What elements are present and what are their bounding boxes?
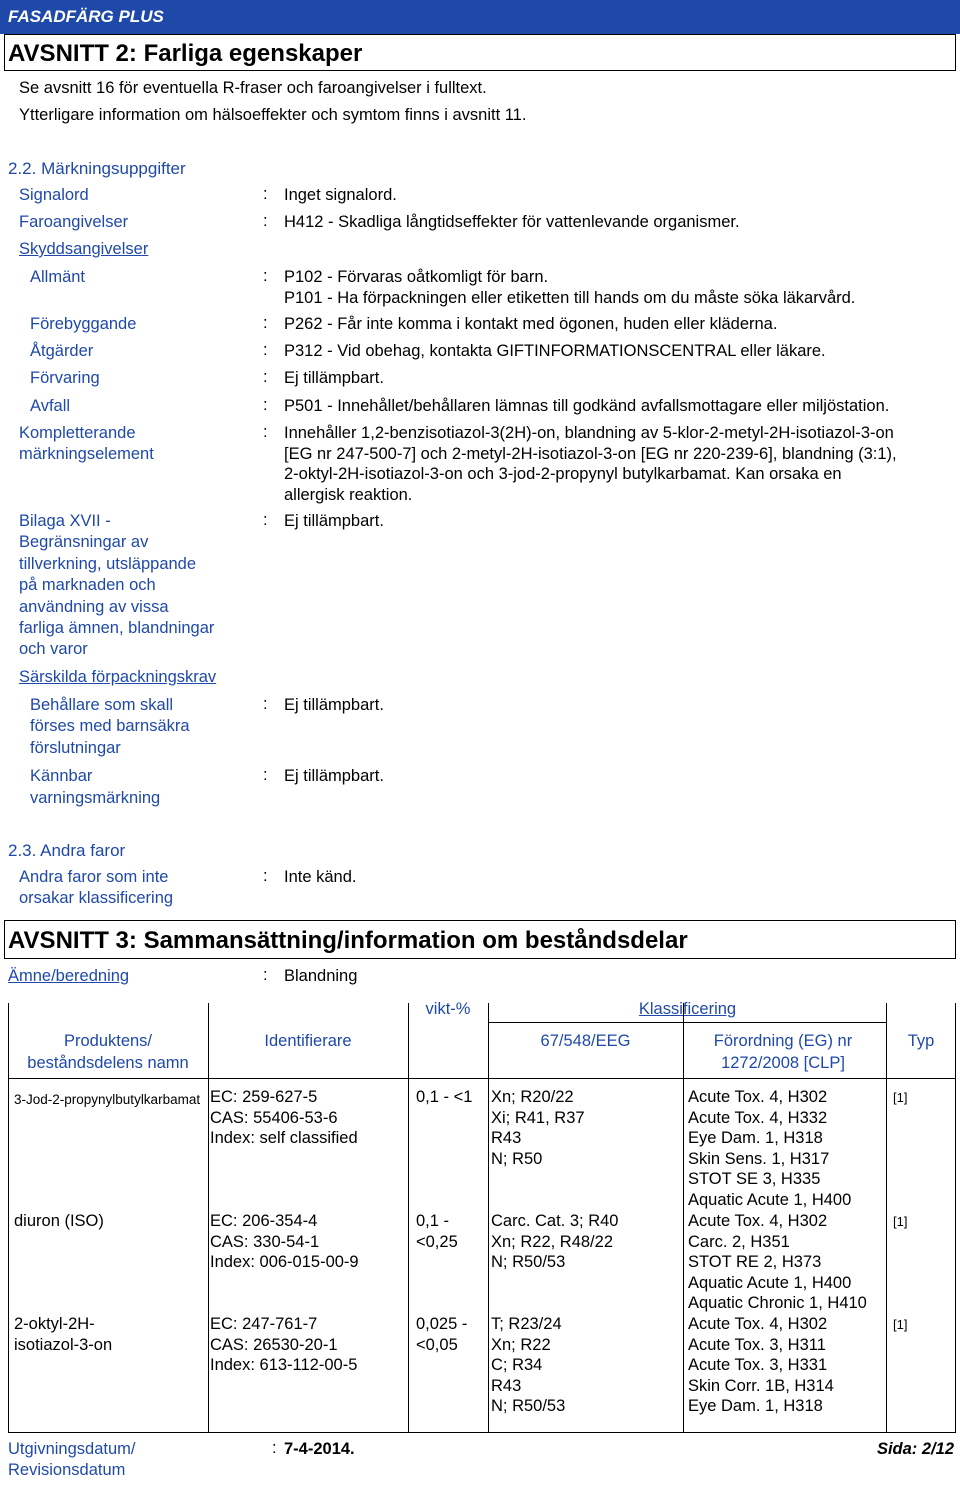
kannbar-label-1: Kännbar	[30, 767, 93, 785]
cell-name: isotiazol-3-on	[14, 1335, 113, 1354]
andra-faror-value: Inte känd.	[284, 868, 357, 886]
colon: :	[263, 267, 268, 285]
colon: :	[263, 867, 268, 885]
cell-ident: Index: self classified	[210, 1129, 358, 1148]
cell-clp: STOT SE 3, H335	[688, 1170, 821, 1189]
header-identifierare: Identifierare	[264, 1032, 352, 1050]
cell-clp: Aquatic Acute 1, H400	[688, 1273, 852, 1292]
amne-beredning-value: Blandning	[284, 967, 358, 985]
kompletterande-value-3: 2-oktyl-2H-isotiazol-3-on och 3-jod-2-propynyl butylkarbamat. Kan orsaka en	[284, 465, 842, 483]
signalord-value: Inget signalord.	[284, 186, 397, 204]
section-2-title: AVSNITT 2: Farliga egenskaper	[8, 40, 363, 67]
cell-vikt: <0,05	[416, 1335, 458, 1354]
cell-vikt: 0,1 -	[416, 1212, 450, 1230]
cell-name: diuron (ISO)	[14, 1212, 104, 1230]
colon: :	[263, 966, 268, 984]
kompletterande-value-2: [EG nr 247-500-7] och 2-metyl-2H-isotiazol-3-on [EG nr 220-239-6], blandning (3:1),	[284, 445, 897, 463]
intro-line-1: Se avsnitt 16 för eventuella R-fraser och faroangivelser i fulltext.	[19, 79, 487, 97]
cell-vikt: <0,25	[416, 1232, 458, 1251]
footer-date-value: 7-4-2014.	[284, 1440, 355, 1458]
klass-divider	[488, 1022, 886, 1023]
allmant-value-1: P102 - Förvaras oåtkomligt för barn.	[284, 268, 549, 286]
cell-name: 2-oktyl-2H-	[14, 1315, 95, 1333]
kompletterande-label-2: märkningselement	[19, 445, 154, 463]
behallare-label-2: förses med barnsäkra	[30, 717, 190, 735]
header-klassificering: Klassificering	[638, 1000, 737, 1018]
header-vikt: vikt-%	[425, 1000, 471, 1018]
cell-clp: STOT RE 2, H373	[688, 1253, 822, 1272]
allmant-label: Allmänt	[30, 268, 86, 286]
behallare-label-1: Behållare som skall	[30, 696, 174, 714]
cell-eeg: T; R23/24	[491, 1315, 562, 1333]
colon: :	[263, 341, 268, 359]
section-3-title: AVSNITT 3: Sammansättning/information om beståndsdelar	[8, 927, 688, 954]
table-top-rule	[8, 1078, 956, 1079]
faroangivelser-value: H412 - Skadliga långtidseffekter för vattenlevande organismer.	[284, 213, 740, 231]
footer-date-label-2: Revisionsdatum	[8, 1461, 126, 1479]
forvaring-label: Förvaring	[30, 369, 100, 387]
forebyggande-value: P262 - Får inte komma i kontakt med ögonen, huden eller kläderna.	[284, 315, 778, 333]
header-clp-2: 1272/2008 [CLP]	[721, 1054, 845, 1072]
cell-eeg: Xn; R22	[491, 1335, 551, 1354]
kannbar-value: Ej tillämpbart.	[284, 767, 384, 785]
colon: :	[272, 1439, 277, 1457]
allmant-value-2: P101 - Ha förpackningen eller etiketten till hands om du måste söka läkarvård.	[284, 289, 856, 307]
cell-clp: Aquatic Acute 1, H400	[688, 1191, 852, 1209]
sarskilda-forpackningskrav-label: Särskilda förpackningskrav	[19, 668, 217, 686]
cell-vikt: 0,1 - <1	[416, 1088, 473, 1106]
bilaga-label-7: och varor	[19, 640, 88, 658]
subsection-2-3: 2.3. Andra faror	[8, 841, 126, 860]
cell-ident: EC: 247-761-7	[210, 1315, 318, 1333]
kompletterande-value-1: Innehåller 1,2-benzisotiazol-3(2H)-on, blandning av 5-klor-2-metyl-2H-isotiazol-3-on	[284, 424, 894, 442]
table-divider	[886, 1003, 887, 1433]
cell-ident: Index: 006-015-00-9	[210, 1253, 359, 1272]
cell-eeg: Xn; R22, R48/22	[491, 1232, 613, 1251]
cell-clp: Acute Tox. 4, H332	[688, 1108, 828, 1127]
intro-line-2: Ytterligare information om hälsoeffekter och symtom finns i avsnitt 11.	[19, 106, 527, 124]
footer-date-label-1: Utgivningsdatum/	[8, 1440, 136, 1458]
table-divider	[683, 1003, 684, 1433]
cell-vikt: 0,025 -	[416, 1315, 468, 1333]
colon: :	[263, 766, 268, 784]
product-name: FASADFÄRG PLUS	[8, 7, 164, 26]
forebyggande-label: Förebyggande	[30, 315, 137, 333]
colon: :	[263, 423, 268, 441]
kompletterande-label-1: Kompletterande	[19, 424, 136, 442]
cell-clp: Acute Tox. 4, H302	[688, 1088, 828, 1106]
signalord-label: Signalord	[19, 186, 89, 204]
cell-ident: EC: 206-354-4	[210, 1212, 318, 1230]
colon: :	[263, 212, 268, 230]
faroangivelser-label: Faroangivelser	[19, 213, 129, 231]
colon: :	[263, 185, 268, 203]
cell-clp: Acute Tox. 4, H302	[688, 1315, 828, 1333]
cell-ident: CAS: 26530-20-1	[210, 1335, 338, 1354]
behallare-value: Ej tillämpbart.	[284, 696, 384, 714]
cell-typ: [1]	[893, 1090, 908, 1105]
cell-clp: Acute Tox. 4, H302	[688, 1212, 828, 1230]
cell-clp: Skin Sens. 1, H317	[688, 1149, 830, 1168]
colon: :	[263, 368, 268, 386]
atgarder-label: Åtgärder	[30, 342, 94, 360]
cell-eeg: R43	[491, 1376, 522, 1395]
bilaga-label-2: Begränsningar av	[19, 533, 149, 551]
forvaring-value: Ej tillämpbart.	[284, 369, 384, 387]
table-divider	[208, 1003, 209, 1433]
kompletterande-value-4: allergisk reaktion.	[284, 486, 413, 504]
colon: :	[263, 695, 268, 713]
avfall-label: Avfall	[30, 397, 71, 415]
cell-eeg: C; R34	[491, 1356, 543, 1375]
avfall-value: P501 - Innehållet/behållaren lämnas till godkänd avfallsmottagare eller miljöstation.	[284, 397, 890, 415]
cell-clp: Skin Corr. 1B, H314	[688, 1376, 834, 1395]
bilaga-label-6: farliga ämnen, blandningar	[19, 619, 215, 637]
cell-eeg: Xi; R41, R37	[491, 1108, 585, 1127]
atgarder-value: P312 - Vid obehag, kontakta GIFTINFORMATIONSCENTRAL eller läkare.	[284, 342, 826, 360]
cell-clp: Acute Tox. 3, H331	[688, 1356, 828, 1375]
cell-ident: EC: 259-627-5	[210, 1088, 318, 1106]
table-edge	[955, 1003, 956, 1433]
cell-ident: Index: 613-112-00-5	[210, 1356, 358, 1375]
cell-eeg: N; R50/53	[491, 1397, 566, 1416]
colon: :	[263, 511, 268, 529]
cell-eeg: Xn; R20/22	[491, 1088, 574, 1106]
cell-eeg: N; R50	[491, 1149, 543, 1168]
bilaga-label-3: tillverkning, utsläppande	[19, 555, 197, 573]
colon: :	[263, 396, 268, 414]
andra-faror-label-2: orsakar klassificering	[19, 889, 174, 907]
cell-ident: CAS: 330-54-1	[210, 1232, 320, 1251]
cell-eeg: Carc. Cat. 3; R40	[491, 1212, 619, 1230]
behallare-label-3: förslutningar	[30, 739, 121, 757]
subsection-2-2: 2.2. Märkningsuppgifter	[8, 159, 186, 178]
bilaga-label-5: användning av vissa	[19, 598, 169, 616]
cell-eeg: R43	[491, 1129, 522, 1148]
cell-clp: Carc. 2, H351	[688, 1232, 790, 1251]
cell-clp: Eye Dam. 1, H318	[688, 1397, 823, 1416]
colon: :	[263, 314, 268, 332]
header-eeg: 67/548/EEG	[540, 1032, 631, 1050]
andra-faror-label-1: Andra faror som inte	[19, 868, 169, 886]
table-divider	[408, 1003, 409, 1433]
bilaga-label-1: Bilaga XVII -	[19, 512, 111, 530]
cell-ident: CAS: 55406-53-6	[210, 1108, 338, 1127]
cell-clp: Acute Tox. 3, H311	[688, 1335, 826, 1354]
cell-eeg: N; R50/53	[491, 1253, 566, 1272]
table-bottom-rule	[8, 1432, 956, 1433]
cell-clp: Eye Dam. 1, H318	[688, 1129, 823, 1148]
table-edge	[8, 1003, 9, 1433]
header-produkt-2: beståndsdelens namn	[27, 1054, 189, 1072]
cell-name: 3-Jod-2-propynylbutylkarbamat	[14, 1092, 201, 1107]
skyddsangivelser-label: Skyddsangivelser	[19, 240, 149, 258]
cell-clp: Aquatic Chronic 1, H410	[688, 1294, 867, 1313]
bilaga-label-4: på marknaden och	[19, 576, 156, 594]
cell-typ: [1]	[893, 1214, 908, 1229]
kannbar-label-2: varningsmärkning	[30, 789, 161, 807]
table-divider	[488, 1003, 489, 1433]
page-number: Sida: 2/12	[876, 1440, 954, 1458]
amne-beredning-label: Ämne/beredning	[8, 967, 130, 985]
header-typ: Typ	[907, 1032, 935, 1050]
cell-typ: [1]	[893, 1317, 908, 1332]
header-clp-1: Förordning (EG) nr	[713, 1032, 853, 1050]
header-produkt-1: Produktens/	[63, 1032, 153, 1050]
bilaga-value: Ej tillämpbart.	[284, 512, 384, 530]
